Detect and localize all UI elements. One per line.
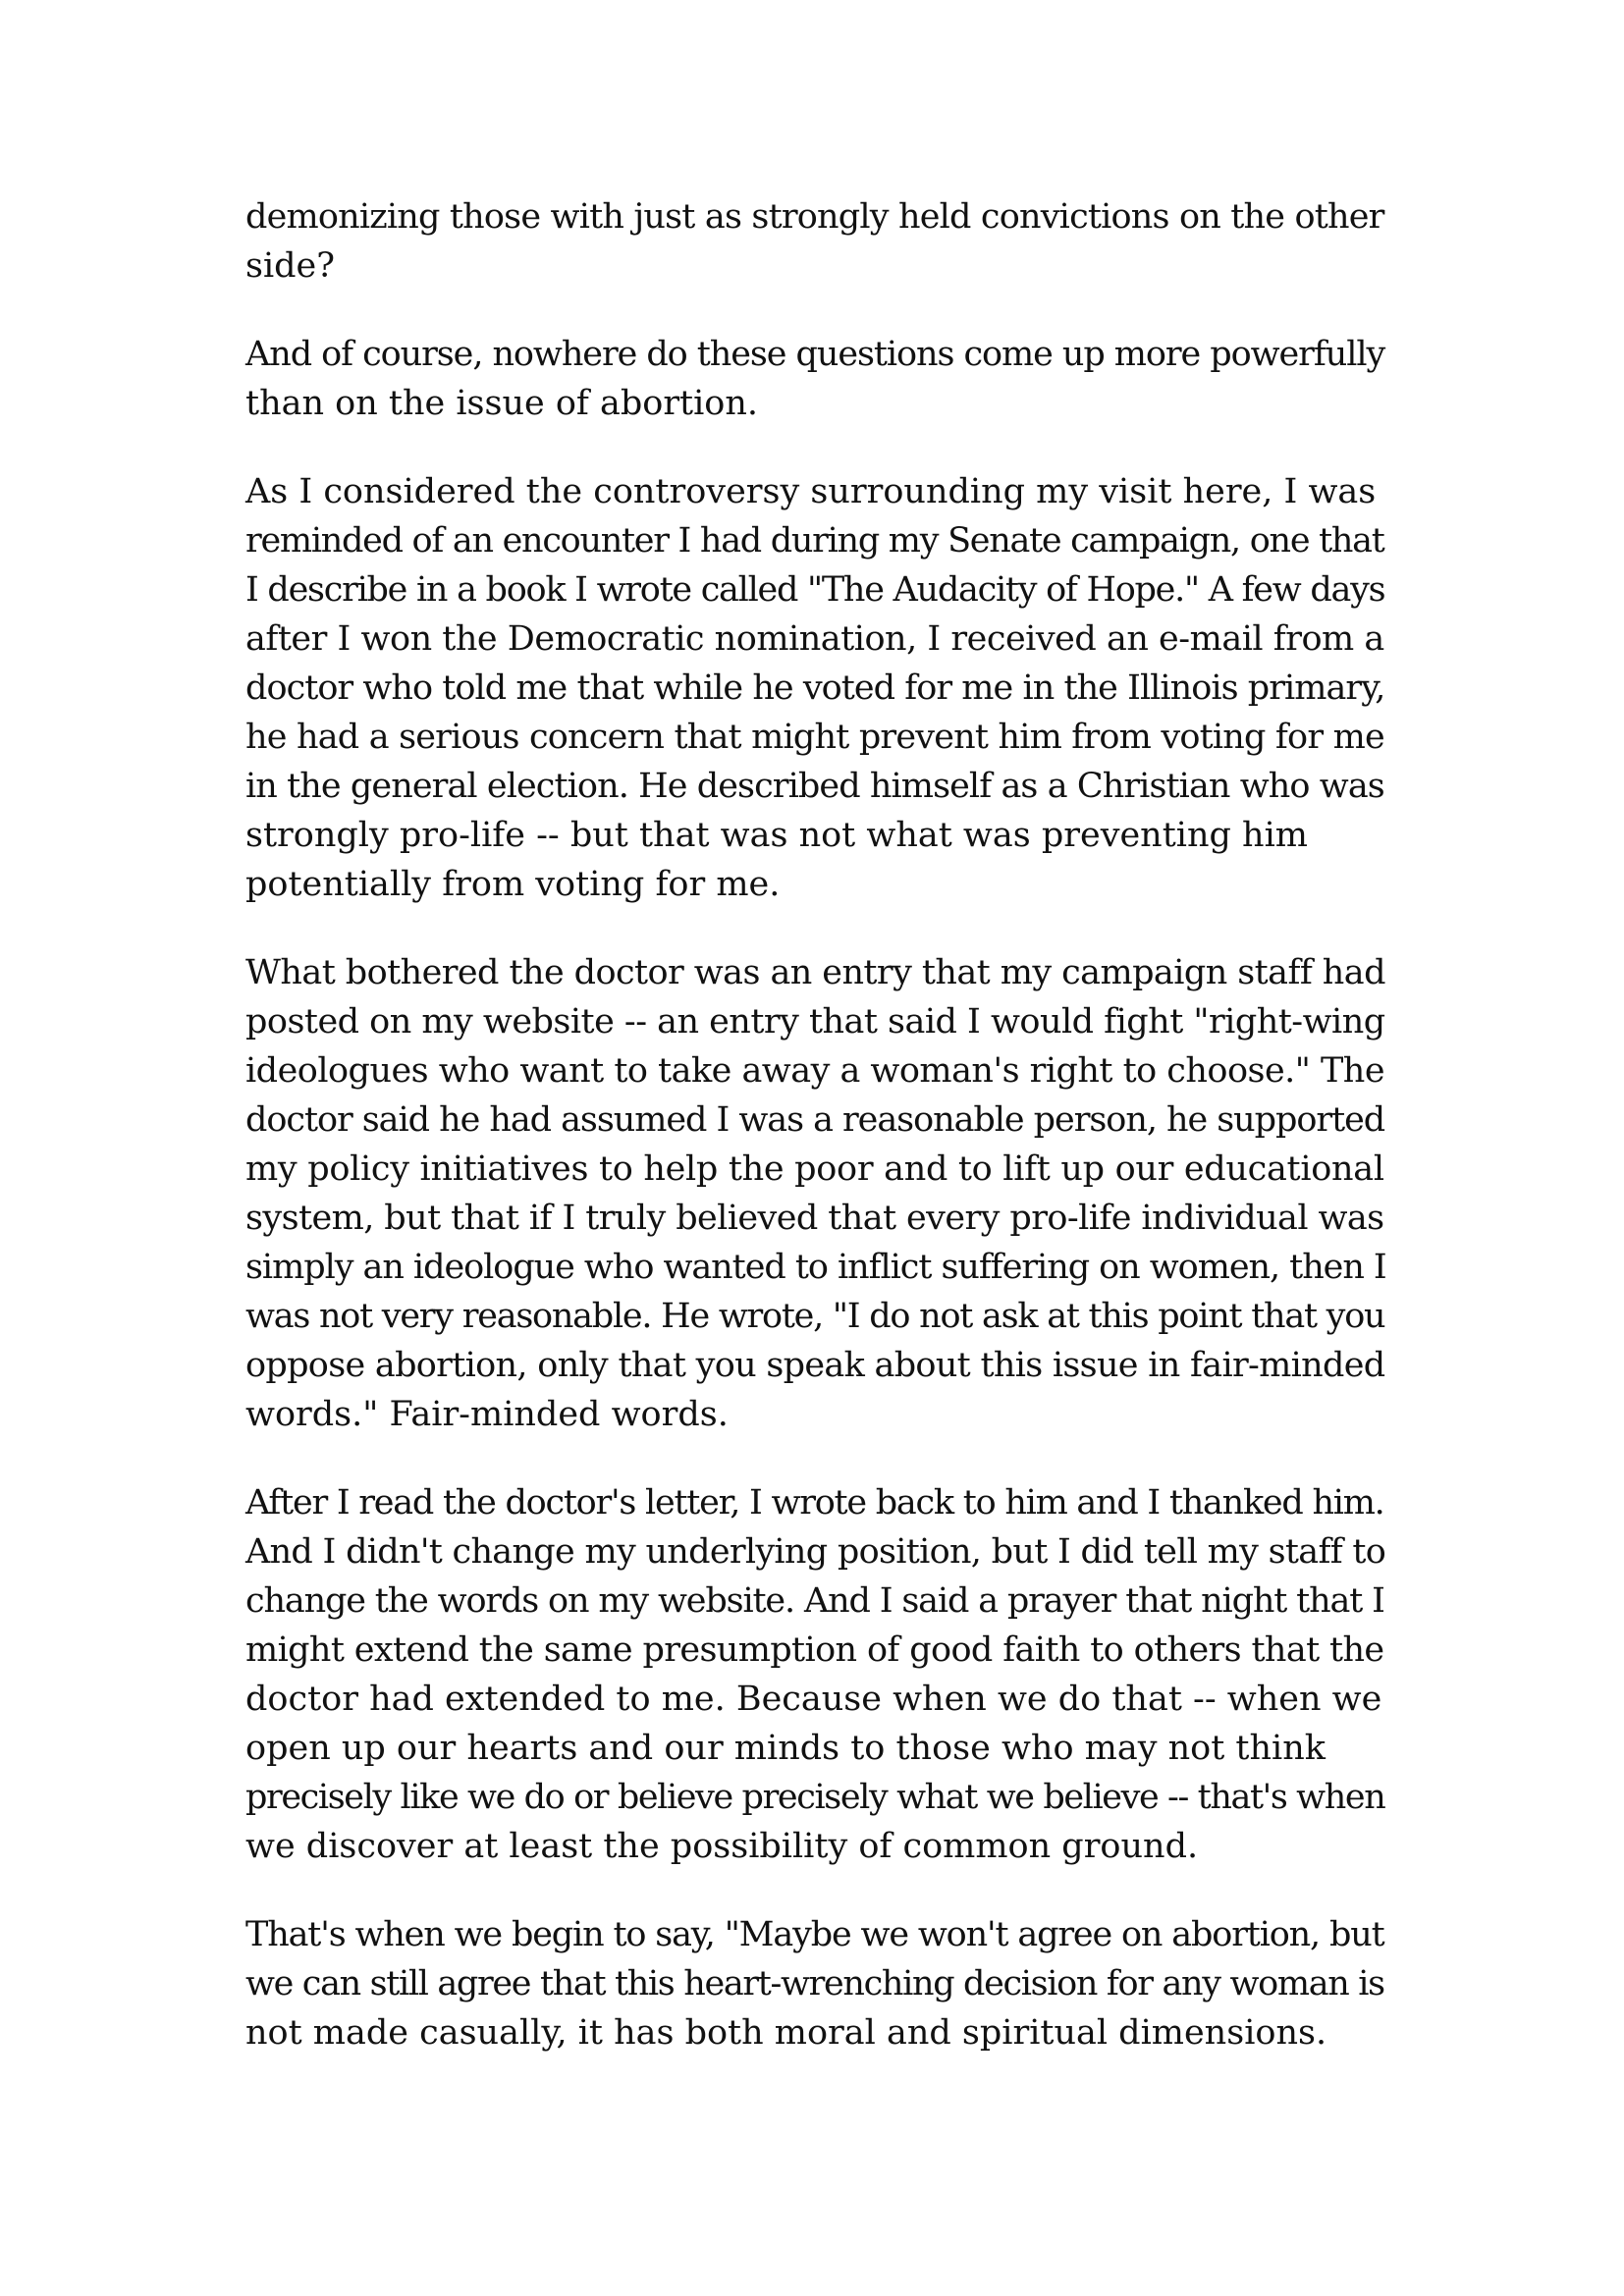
- text-line: doctor who told me that while he voted for me in the Illinois primary,: [245, 668, 1385, 708]
- text-line: we can still agree that this heart-wrenching decision for any woman is: [245, 1964, 1384, 2003]
- body-text: [245, 192, 1384, 2097]
- text-line: open up our hearts and our minds to those who may not think: [245, 1729, 1326, 1768]
- text-line: he had a serious concern that might prevent him from voting for me: [245, 718, 1384, 757]
- paragraph: [245, 192, 1384, 291]
- text-line: in the general election. He described himself as a Christian who was: [245, 767, 1384, 806]
- text-line: I describe in a book I wrote called "The Audacity of Hope." A few days: [245, 570, 1385, 610]
- text-line: ideologues who want to take away a woman's right to choose." The: [245, 1051, 1385, 1091]
- text-line: simply an ideologue who wanted to inflict suffering on women, then I: [245, 1248, 1386, 1287]
- text-line: my policy initiatives to help the poor and to lift up our educational: [245, 1149, 1384, 1189]
- text-line: strongly pro-life -- but that was not what was preventing him: [245, 816, 1308, 855]
- paragraph: [245, 948, 1384, 1439]
- text-line: That's when we begin to say, "Maybe we won't agree on abortion, but: [245, 1915, 1384, 1954]
- text-line: And of course, nowhere do these questions come up more powerfully: [245, 335, 1385, 374]
- text-line: After I read the doctor's letter, I wrote back to him and I thanked him.: [245, 1483, 1384, 1522]
- text-line: side?: [245, 246, 336, 286]
- text-line: was not very reasonable. He wrote, "I do not ask at this point that you: [245, 1297, 1385, 1336]
- text-line: after I won the Democratic nomination, I received an e-mail from a: [245, 619, 1384, 659]
- paragraph: [245, 1478, 1384, 1871]
- text-line: What bothered the doctor was an entry that my campaign staff had: [245, 953, 1385, 992]
- text-line: not made casually, it has both moral and spiritual dimensions.: [245, 2013, 1327, 2053]
- paragraph: [245, 1910, 1384, 2057]
- text-line: And I didn't change my underlying position, but I did tell my staff to: [245, 1532, 1386, 1572]
- paragraph: [245, 330, 1384, 428]
- text-line: posted on my website -- an entry that said I would fight "right-wing: [245, 1002, 1385, 1041]
- paragraph: [245, 467, 1384, 909]
- text-line: we discover at least the possibility of common ground.: [245, 1827, 1199, 1866]
- text-line: than on the issue of abortion.: [245, 384, 759, 423]
- text-line: words." Fair-minded words.: [245, 1395, 729, 1434]
- text-line: oppose abortion, only that you speak about this issue in fair-minded: [245, 1346, 1385, 1385]
- text-line: precisely like we do or believe precisely what we believe -- that's when: [245, 1778, 1385, 1817]
- text-line: system, but that if I truly believed that every pro-life individual was: [245, 1199, 1384, 1238]
- text-line: potentially from voting for me.: [245, 865, 781, 904]
- text-line: doctor had extended to me. Because when we do that -- when we: [245, 1680, 1382, 1719]
- text-line: reminded of an encounter I had during my Senate campaign, one that: [245, 521, 1384, 561]
- text-line: doctor said he had assumed I was a reasonable person, he supported: [245, 1100, 1385, 1140]
- text-line: change the words on my website. And I said a prayer that night that I: [245, 1581, 1384, 1621]
- text-line: demonizing those with just as strongly held convictions on the other: [245, 197, 1384, 237]
- text-line: As I considered the controversy surrounding my visit here, I was: [245, 472, 1377, 511]
- text-line: might extend the same presumption of good faith to others that the: [245, 1630, 1384, 1670]
